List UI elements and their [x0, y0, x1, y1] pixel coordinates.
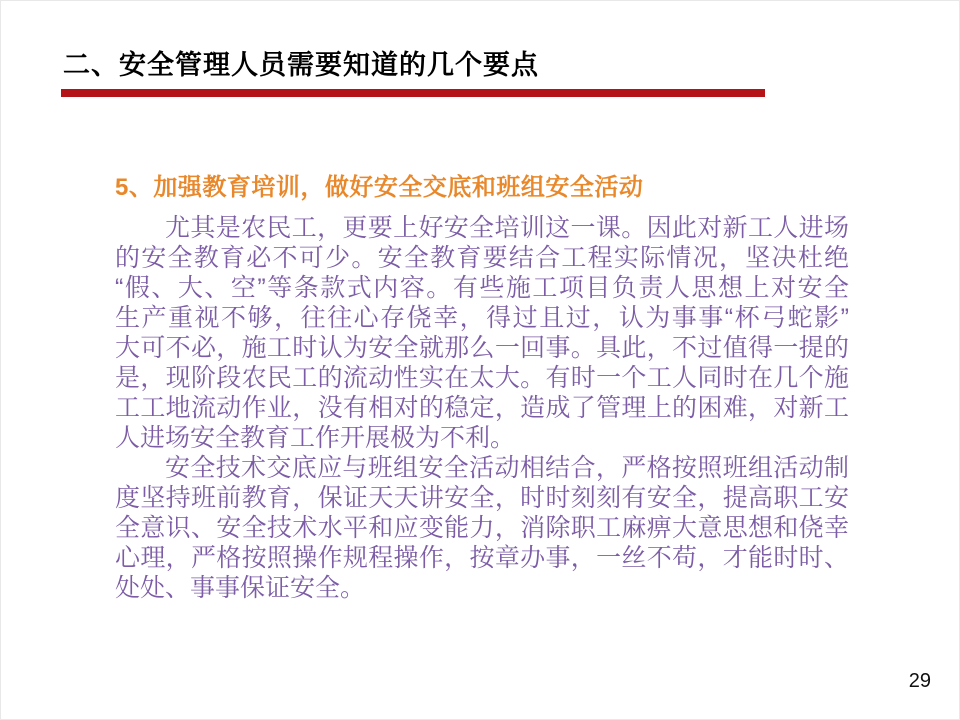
body-line: 度坚持班前教育，保证天天讲安全，时时刻刻有安全，提高职工安 [115, 484, 849, 512]
body-line: 处处、事事保证安全。 [115, 574, 366, 602]
body-line: “假、大、空”等条款式内容。有些施工项目负责人思想上对安全 [115, 274, 849, 302]
body-line: 的安全教育必不可少。安全教育要结合工程实际情况，坚决杜绝 [115, 244, 849, 272]
body-line: 大可不必，施工时认为安全就那么一回事。具此，不过值得一提的 [115, 334, 849, 362]
body-line: 生产重视不够，往往心存侥幸，得过且过，认为事事“杯弓蛇影” [115, 304, 849, 332]
body-line: 安全技术交底应与班组安全活动相结合，严格按照班组活动制 [165, 454, 849, 482]
title-underline-divider [61, 89, 765, 97]
section-heading: 5、加强教育培训，做好安全交底和班组安全活动 [115, 174, 644, 201]
body-line: 是，现阶段农民工的流动性实在太大。有时一个工人同时在几个施 [115, 364, 849, 392]
page-title: 二、安全管理人员需要知道的几个要点 [63, 50, 539, 80]
body-line: 工工地流动作业，没有相对的稳定，造成了管理上的困难，对新工 [115, 394, 849, 422]
body-line: 心理，严格按照操作规程操作，按章办事，一丝不苟，才能时时、 [115, 544, 849, 572]
body-line: 全意识、安全技术水平和应变能力，消除职工麻痹大意思想和侥幸 [115, 514, 849, 542]
body-text-block [115, 213, 849, 603]
body-line: 人进场安全教育工作开展极为不利。 [115, 424, 516, 452]
page-number: 29 [908, 670, 931, 692]
body-line: 尤其是农民工，更要上好安全培训这一课。因此对新工人进场 [165, 214, 849, 242]
